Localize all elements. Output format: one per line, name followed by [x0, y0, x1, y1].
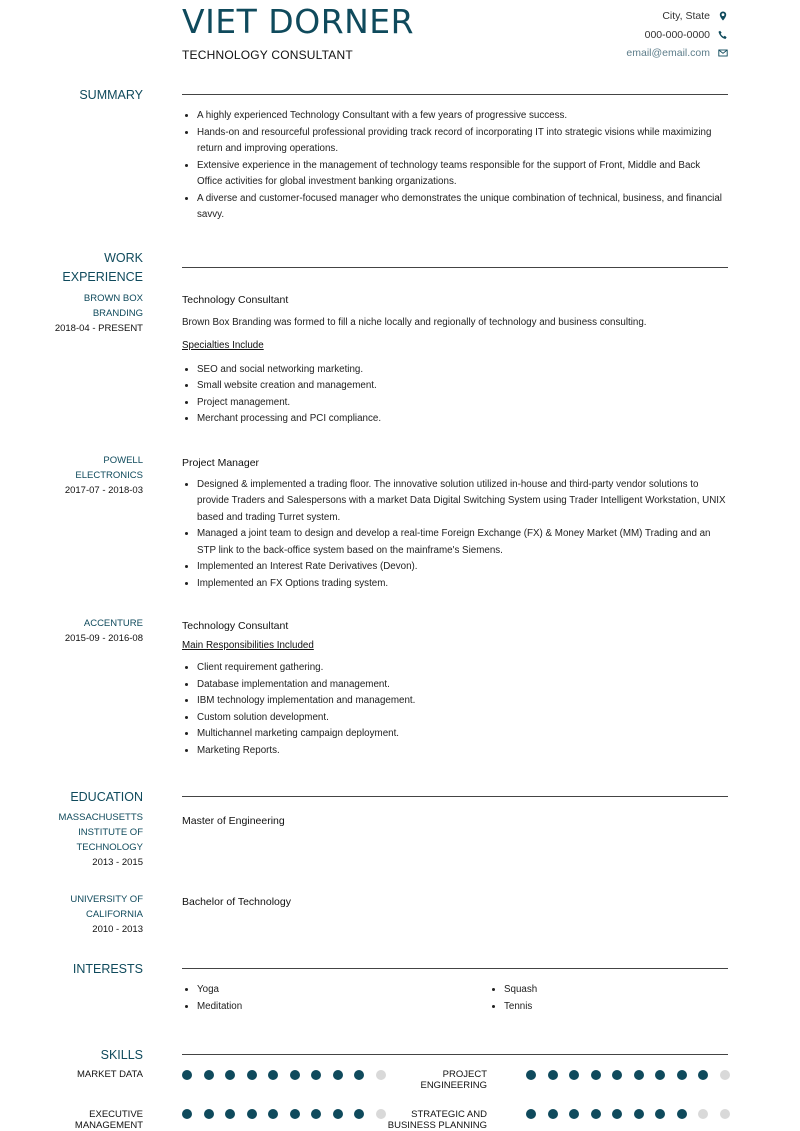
- degree-name: Master of Engineering: [182, 815, 285, 827]
- list-item: • Marketing Reports.: [197, 743, 728, 760]
- school-dates: 2010 - 2013: [92, 924, 143, 935]
- list-item: • Multichannel marketing campaign deployment.: [197, 726, 728, 743]
- phone-icon: [718, 30, 728, 40]
- list-item: • Project management.: [197, 395, 728, 412]
- heading-line: EXPERIENCE: [62, 270, 143, 284]
- rating-dot-filled: [548, 1109, 558, 1119]
- degree-name: Bachelor of Technology: [182, 896, 291, 908]
- employer-name: POWELL: [103, 455, 143, 466]
- skill-label-line: BUSINESS PLANNING: [387, 1120, 487, 1131]
- rating-dot-filled: [655, 1109, 665, 1119]
- job-meta: [13, 291, 143, 336]
- location-text: City, State: [662, 10, 710, 23]
- skill-label-line: EXECUTIVE: [89, 1109, 143, 1120]
- job-role: Technology Consultant: [182, 294, 289, 306]
- rating-dot-filled: [333, 1070, 343, 1080]
- list-item: • SEO and social networking marketing.: [197, 362, 728, 379]
- rating-dot-empty: [720, 1070, 730, 1080]
- interests-col-1: [182, 982, 242, 1015]
- section-heading-interests: INTERESTS: [72, 962, 143, 976]
- job-bullets: [182, 362, 728, 428]
- map-pin-icon: [718, 11, 728, 21]
- section-divider: [182, 968, 728, 969]
- section-heading-work: [13, 249, 143, 287]
- rating-dot-filled: [290, 1070, 300, 1080]
- list-item: • Implemented an FX Options trading system.: [197, 576, 728, 593]
- rating-dot-filled: [526, 1109, 536, 1119]
- list-item: • Implemented an Interest Rate Derivatives (Devon).: [197, 559, 728, 576]
- job-subheading: Specialties Include: [182, 340, 264, 351]
- skill-label-line: STRATEGIC AND: [411, 1109, 487, 1120]
- rating-dot-filled: [634, 1109, 644, 1119]
- rating-dot-filled: [182, 1070, 192, 1080]
- rating-dot-filled: [591, 1070, 601, 1080]
- degree-block: [182, 813, 728, 830]
- job-description: Brown Box Branding was formed to fill a niche locally and regionally of technology and business consulting.: [182, 316, 647, 328]
- job-details: [182, 455, 728, 592]
- school-name: UNIVERSITY OF: [70, 894, 143, 905]
- heading-line: WORK: [104, 251, 143, 265]
- skill-rating: [182, 1109, 386, 1119]
- degree-block: [182, 894, 728, 911]
- employer-name: BROWN BOX: [83, 293, 143, 304]
- list-item: • Custom solution development.: [197, 710, 728, 727]
- list-item: • Meditation: [197, 999, 242, 1016]
- school-meta: [13, 810, 143, 870]
- list-item: • Squash: [504, 982, 537, 999]
- contact-location: [626, 7, 728, 26]
- summary-content: [182, 108, 728, 224]
- rating-dot-filled: [333, 1109, 343, 1119]
- job-meta: [13, 453, 143, 498]
- school-name: CALIFORNIA: [85, 909, 143, 920]
- list-item: • Hands-on and resourceful professional providing track record of incorporating IT into strategic visions while maximizing return and improving operations.: [197, 125, 728, 158]
- section-divider: [182, 1054, 728, 1055]
- section-divider: [182, 796, 728, 797]
- job-role: Project Manager: [182, 457, 260, 469]
- skill-label-line: PROJECT: [442, 1069, 487, 1080]
- skill-label-line: MANAGEMENT: [74, 1120, 143, 1131]
- skill-rating: [526, 1070, 730, 1080]
- list-item: • IBM technology implementation and management.: [197, 693, 728, 710]
- section-divider: [182, 267, 728, 268]
- skill-label: [357, 1069, 487, 1091]
- rating-dot-filled: [677, 1109, 687, 1119]
- list-item: • Managed a joint team to design and develop a real-time Foreign Exchange (FX) & Money Market (MM) Trading and an STP link to the back-office system based on the mainframe's Siemens.: [197, 526, 728, 559]
- job-bullets: [182, 477, 728, 593]
- candidate-title: TECHNOLOGY CONSULTANT: [182, 48, 353, 62]
- employer-name: ELECTRONICS: [75, 470, 143, 481]
- rating-dot-filled: [569, 1109, 579, 1119]
- job-dates: 2017-07 - 2018-03: [64, 485, 143, 496]
- job-dates: 2018-04 - PRESENT: [54, 323, 143, 334]
- section-heading-summary: SUMMARY: [79, 88, 143, 102]
- list-item: • Designed & implemented a trading floor. The innovative solution utilized in-house and third-party vendor solutions to provide Traders and Salespersons with a market Data Digital Switching System using Trader Intelligent Workstation, UNIX based and trading Turret system.: [197, 477, 728, 527]
- rating-dot-empty: [720, 1109, 730, 1119]
- contact-phone: [626, 26, 728, 45]
- rating-dot-filled: [290, 1109, 300, 1119]
- list-item: • Yoga: [197, 982, 242, 999]
- rating-dot-filled: [677, 1070, 687, 1080]
- job-role: Technology Consultant: [182, 620, 289, 632]
- contact-email[interactable]: [626, 44, 728, 63]
- rating-dot-filled: [268, 1070, 278, 1080]
- job-bullets: [182, 660, 728, 759]
- list-item: • A diverse and customer-focused manager who demonstrates the unique combination of technical, business, and financial savvy.: [197, 191, 728, 224]
- employer-name: BRANDING: [92, 308, 143, 319]
- job-meta: [13, 616, 143, 646]
- list-item: • Merchant processing and PCI compliance.: [197, 411, 728, 428]
- school-name: MASSACHUSETTS: [58, 812, 143, 823]
- rating-dot-filled: [225, 1109, 235, 1119]
- job-details: [182, 618, 728, 759]
- section-heading-education: EDUCATION: [70, 790, 143, 804]
- rating-dot-filled: [612, 1070, 622, 1080]
- skill-rating: [526, 1109, 730, 1119]
- rating-dot-filled: [247, 1109, 257, 1119]
- skill-label: [13, 1069, 143, 1080]
- job-details: [182, 292, 728, 428]
- list-item: • A highly experienced Technology Consultant with a few years of progressive success.: [197, 108, 728, 125]
- envelope-icon: [718, 48, 728, 58]
- summary-list: [182, 108, 728, 224]
- rating-dot-filled: [311, 1109, 321, 1119]
- rating-dot-filled: [698, 1070, 708, 1080]
- rating-dot-filled: [225, 1070, 235, 1080]
- list-item: • Small website creation and management.: [197, 378, 728, 395]
- rating-dot-filled: [526, 1070, 536, 1080]
- list-item: • Extensive experience in the management of technology teams responsible for the support of Front, Middle and Back Office activities for global investment banking organizations.: [197, 158, 728, 191]
- school-dates: 2013 - 2015: [92, 857, 143, 868]
- school-name: TECHNOLOGY: [76, 842, 143, 853]
- school-meta: [13, 892, 143, 937]
- skill-label-line: MARKET DATA: [77, 1069, 143, 1080]
- rating-dot-filled: [204, 1070, 214, 1080]
- skill-label-line: ENGINEERING: [420, 1080, 487, 1091]
- rating-dot-filled: [268, 1109, 278, 1119]
- job-dates: 2015-09 - 2016-08: [64, 633, 143, 644]
- interests-col-2: [489, 982, 537, 1015]
- rating-dot-filled: [182, 1109, 192, 1119]
- interests-list: [182, 982, 242, 1015]
- rating-dot-filled: [247, 1070, 257, 1080]
- email-link[interactable]: email@email.com: [626, 47, 710, 60]
- interests-list: [489, 982, 537, 1015]
- candidate-name: VIET DORNER: [182, 2, 415, 41]
- job-subheading: Main Responsibilities Included: [182, 639, 314, 651]
- rating-dot-filled: [612, 1109, 622, 1119]
- rating-dot-filled: [548, 1070, 558, 1080]
- rating-dot-filled: [591, 1109, 601, 1119]
- section-divider: [182, 94, 728, 95]
- contact-block: [626, 7, 728, 63]
- list-item: • Tennis: [504, 999, 537, 1016]
- rating-dot-empty: [698, 1109, 708, 1119]
- rating-dot-filled: [311, 1070, 321, 1080]
- list-item: • Database implementation and management.: [197, 677, 728, 694]
- rating-dot-filled: [655, 1070, 665, 1080]
- skill-rating: [182, 1070, 386, 1080]
- school-name: INSTITUTE OF: [78, 827, 143, 838]
- list-item: • Client requirement gathering.: [197, 660, 728, 677]
- rating-dot-filled: [569, 1070, 579, 1080]
- rating-dot-filled: [204, 1109, 214, 1119]
- employer-name: ACCENTURE: [83, 618, 143, 629]
- section-heading-skills: SKILLS: [100, 1048, 143, 1062]
- phone-text: 000-000-0000: [644, 28, 710, 41]
- rating-dot-filled: [634, 1070, 644, 1080]
